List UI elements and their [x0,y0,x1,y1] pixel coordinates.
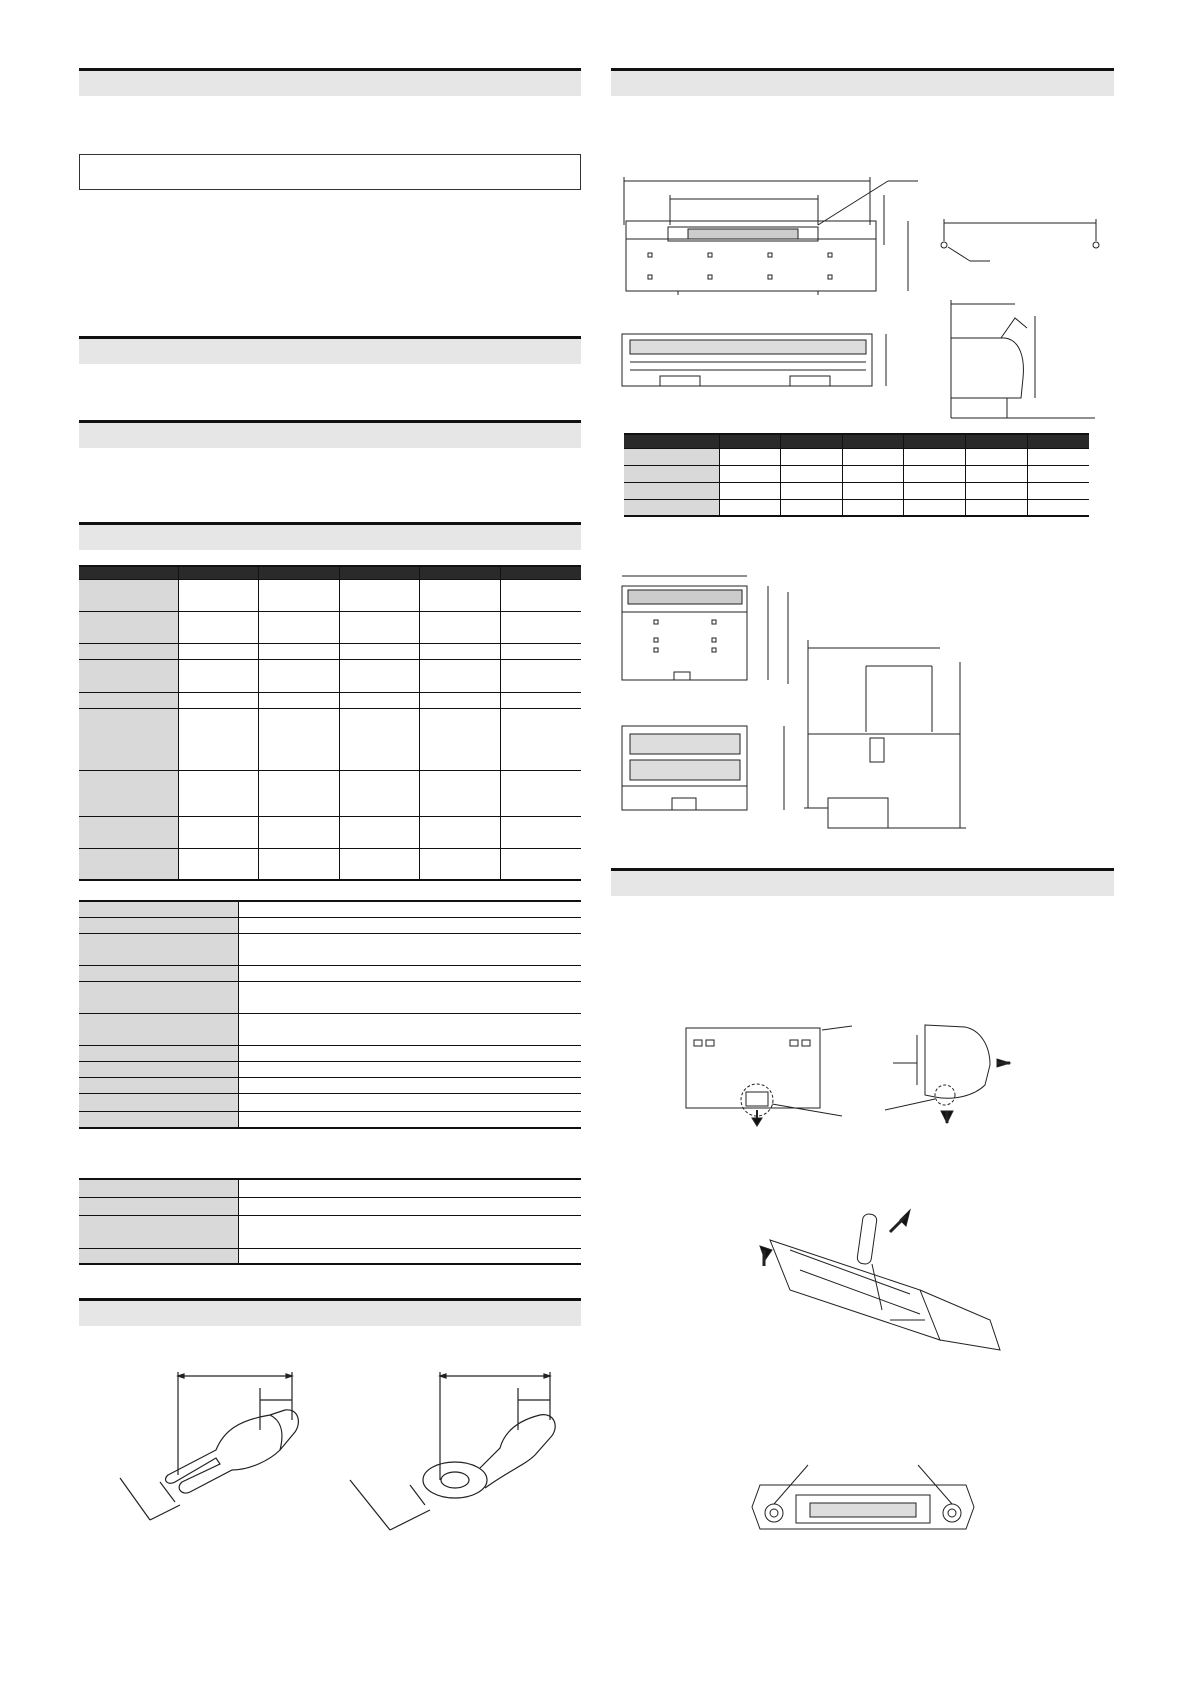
table-row [79,933,581,965]
section-bar-notes [79,420,581,448]
overview-note-box [79,154,581,190]
table-row [79,1248,581,1264]
dimension-table-header-row [624,434,1089,448]
table-row [624,499,1089,516]
section-bar-crimp-terminals [79,1298,581,1326]
mounting-latch-side-drawing [885,1015,1025,1125]
table-row [79,643,581,659]
table-row [79,770,581,816]
common-specifications-table [79,900,581,1129]
table-row [79,901,581,917]
table-row [79,708,581,770]
table-row [79,1215,581,1248]
section-bar-installation [611,868,1114,896]
table-row [79,659,581,692]
section-bar-dimensions [611,68,1114,96]
dimension-terminal-top-view-drawing [620,330,890,390]
table-row [79,1045,581,1061]
table-row [79,1111,581,1128]
section-bar-overview [79,68,581,96]
table-row [79,611,581,643]
specifications-table [79,565,581,881]
fork-terminal-icon [120,1370,310,1530]
environment-specifications-table [79,1178,581,1265]
table-row [624,465,1089,482]
compact-terminal-view-drawing [618,720,793,820]
compact-side-view-drawing [800,638,975,838]
table-row [79,1061,581,1077]
section-bar-specifications [79,522,581,550]
table-row [79,848,581,880]
table-row [79,1197,581,1215]
table-row [79,816,581,848]
table-row [624,448,1089,465]
table-row [79,1077,581,1093]
screwdriver-icon [750,1210,1000,1360]
table-row [79,965,581,981]
table-row [79,579,581,611]
table-row [79,917,581,933]
table-row [79,692,581,708]
spec-table-header-row [79,566,581,579]
dimension-side-view-drawing [945,298,1095,428]
dimension-front-view-drawing [618,175,918,295]
connector-screw-drawing [748,1465,978,1535]
table-row [624,482,1089,499]
table-row [79,1093,581,1111]
dimension-table [624,433,1089,517]
ring-terminal-icon [350,1370,570,1540]
mounting-latch-front-drawing [682,1020,862,1130]
section-bar-safety [79,336,581,364]
compact-front-view-drawing [618,572,793,687]
table-row [79,981,581,1013]
table-row [79,1013,581,1045]
table-row [79,1179,581,1197]
dimension-mounting-hole-drawing [930,215,1110,265]
